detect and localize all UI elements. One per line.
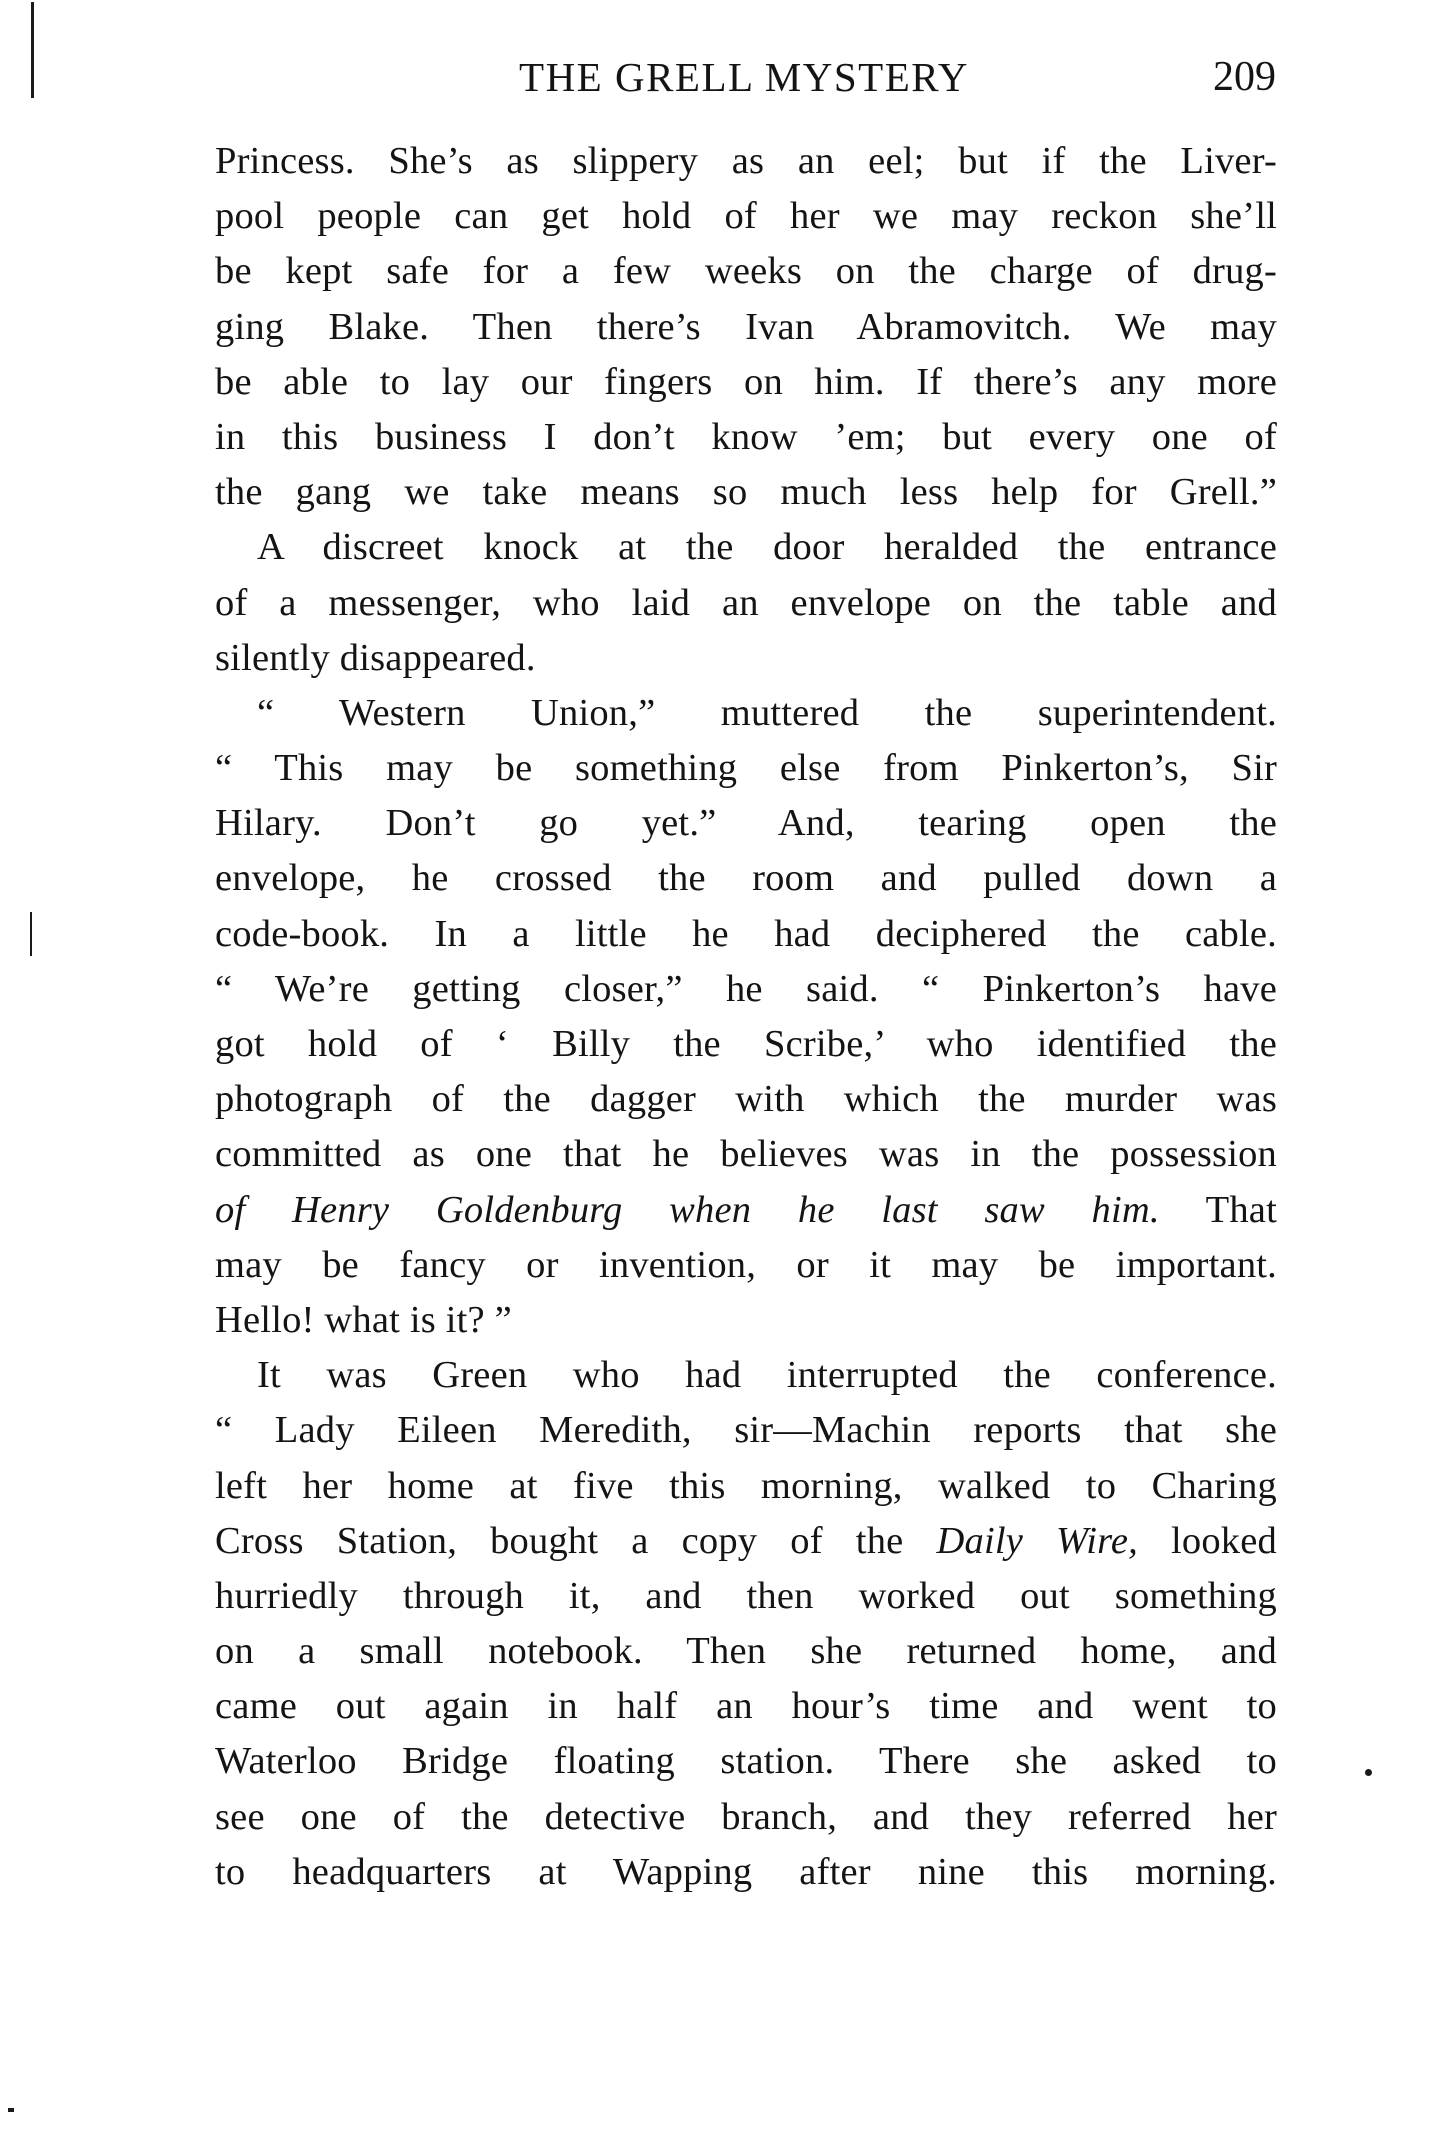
italic-text: Daily Wire, (936, 1519, 1138, 1562)
text-line: Hilary. Don’t go yet.” And, tearing open the (215, 802, 1277, 845)
text-line: Hello! what is it? ” (215, 1298, 512, 1341)
running-header (212, 46, 1276, 106)
paragraph-first-line: A discreet knock at the door heralded the entrance (257, 526, 1277, 569)
text-line: the gang we take means so much less help for Grell.” (215, 471, 1277, 514)
text-line: “ Lady Eileen Meredith, sir—Machin reports that she (215, 1409, 1277, 1452)
text-line: of Henry Goldenburg when he last saw him. That (215, 1188, 1277, 1231)
ink-speck (8, 2108, 14, 2112)
text-line: on a small notebook. Then she returned home, and (215, 1630, 1277, 1673)
page-number: 209 (1213, 54, 1276, 100)
scan-edge-mark (31, 2, 34, 98)
text-line: to headquarters at Wapping after nine this morning. (215, 1850, 1277, 1893)
text-line: photograph of the dagger with which the murder was (215, 1078, 1277, 1121)
text-line: pool people can get hold of her we may reckon she’ll (215, 195, 1277, 238)
text-line: hurriedly through it, and then worked out something (215, 1574, 1277, 1617)
running-title: THE GRELL MYSTERY (519, 54, 969, 100)
text-line: of a messenger, who laid an envelope on the table and (215, 581, 1277, 624)
text-line: may be fancy or invention, or it may be important. (215, 1243, 1277, 1286)
text-line: left her home at five this morning, walked to Charing (215, 1464, 1277, 1507)
text-line: “ We’re getting closer,” he said. “ Pinkerton’s have (215, 967, 1277, 1010)
paragraph-first-line: It was Green who had interrupted the conference. (257, 1354, 1277, 1397)
text-line: Waterloo Bridge floating station. There she asked to (215, 1740, 1277, 1783)
text-line: code-book. In a little he had deciphered the cable. (215, 912, 1277, 955)
page-text (215, 134, 1277, 1900)
ink-speck (1365, 1769, 1372, 1776)
text-line: in this business I don’t know ’em; but every one of (215, 415, 1277, 458)
scan-margin-mark (30, 912, 32, 956)
text-line: be kept safe for a few weeks on the charge of drug- (215, 250, 1277, 293)
text-line: Princess. She’s as slippery as an eel; but if the Liver- (215, 140, 1277, 182)
text-line: committed as one that he believes was in the possession (215, 1133, 1277, 1176)
text-line: silently disappeared. (215, 636, 536, 679)
paragraph-first-line: “ Western Union,” muttered the superintendent. (257, 691, 1277, 734)
text-line: got hold of ‘ Billy the Scribe,’ who identified the (215, 1023, 1277, 1065)
text-line: see one of the detective branch, and they referred her (215, 1795, 1277, 1838)
text-line: envelope, he crossed the room and pulled down a (215, 857, 1277, 900)
italic-text: of Henry Goldenburg when he last saw him. (215, 1188, 1160, 1231)
text-line: “ This may be something else from Pinkerton’s, Sir (215, 747, 1277, 790)
text-line: came out again in half an hour’s time and went to (215, 1685, 1277, 1728)
text-line: Cross Station, bought a copy of the Daily Wire, looked (215, 1519, 1277, 1562)
text-line: be able to lay our fingers on him. If there’s any more (215, 360, 1277, 403)
text-line: ging Blake. Then there’s Ivan Abramovitch. We may (215, 305, 1277, 348)
